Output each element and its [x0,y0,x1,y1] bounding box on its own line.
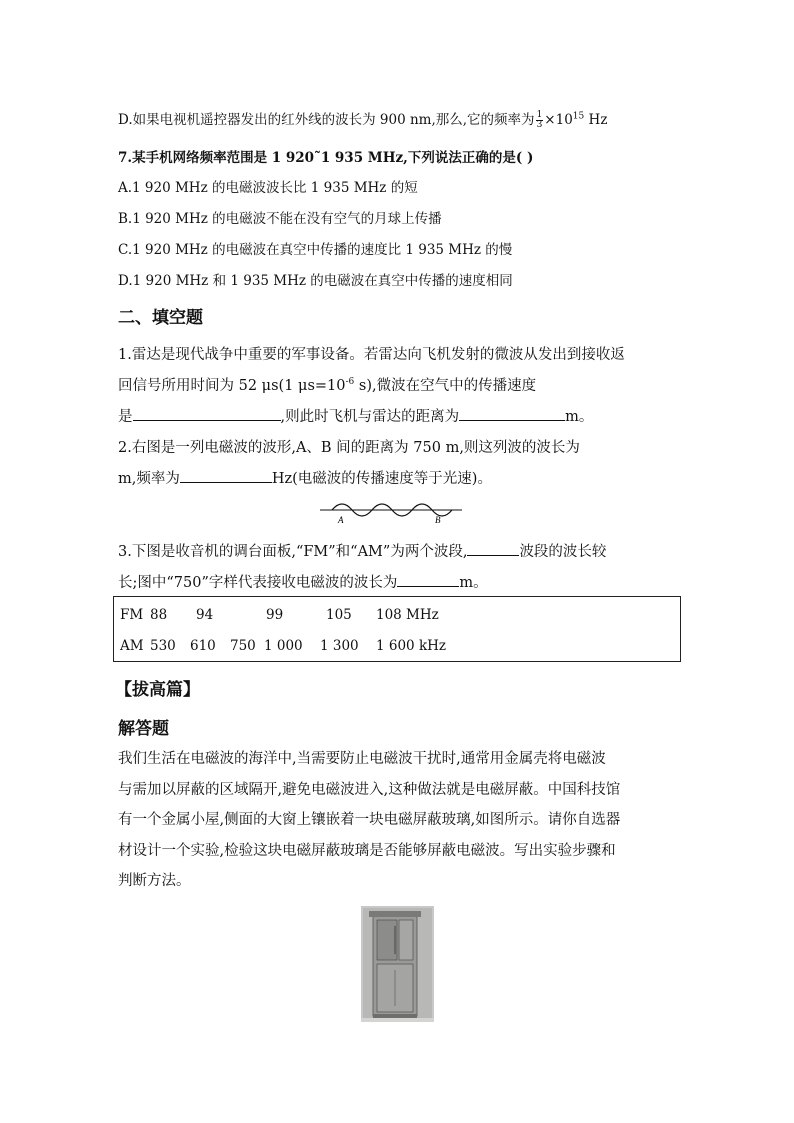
answer-blank[interactable] [133,406,281,421]
radio-tuning-panel [113,596,681,662]
fill-blank-heading: 二、填空题 [118,308,203,328]
answer-blank[interactable] [467,541,519,556]
metal-cabinet-photo [361,906,434,1022]
fraction: $\frac{1}{3}$ [536,110,543,130]
wave-figure [318,496,464,526]
q7-stem: 7.某手机网络频率范围是 1 920˜1 935 MHz,下列说法正确的是( ) [118,150,534,166]
fill-q1-line1: 1.雷达是现代战争中重要的军事设备。若雷达向飞机发射的微波从发出到接收返 [118,347,625,363]
fill-q1-line3: 是 ,则此时飞机与雷达的距离为 m。 [118,405,593,426]
wave-label-b: B [435,515,441,525]
paragraph-line: 判断方法。 [118,873,191,889]
q6-option-d: D.如果电视机遥控器发出的红外线的波长为 900 nm,那么,它的频率为 $\frac{1}{3}$ $\times 10^{15}$ Hz [118,110,608,130]
fill-q2-line1: 2.右图是一列电磁波的波形,A、B 间的距离为 750 m,则这列波的波长为 [118,440,580,456]
q7-option-c: C.1 920 MHz 的电磁波在真空中传播的速度比 1 935 MHz 的慢 [118,242,513,258]
paragraph-line: 材设计一个实验,检验这块电磁屏蔽玻璃是否能够屏蔽电磁波。写出实验步骤和 [118,842,616,859]
answer-question-paragraph [118,744,678,897]
fill-q3-line2: 长;图中“750”字样代表接收电磁波的波长为 m。 [118,571,488,592]
q7-option-d: D.1 920 MHz 和 1 935 MHz 的电磁波在真空中传播的速度相同 [118,273,513,289]
fm-row: FM 88 94 99 105 108 MHz [120,607,439,623]
advanced-section-title: 【拔高篇】 [115,680,200,700]
answer-blank[interactable] [397,572,459,587]
am-row: AM 530 610 750 1 000 1 300 1 600 kHz [120,638,447,654]
q7-option-b: B.1 920 MHz 的电磁波不能在没有空气的月球上传播 [118,211,442,227]
fill-q3-line1: 3.下图是收音机的调台面板,“FM”和“AM”为两个波段, 波段的波长较 [118,540,606,561]
paragraph-line: 有一个金属小屋,侧面的大窗上镶嵌着一块电磁屏蔽玻璃,如图所示。请你自选器 [118,812,621,828]
fill-q1-line2: 回信号所用时间为 52 μs(1 $\mu s=10^{-6}$ s),微波在空气中的传播速度 [118,377,537,394]
paragraph-line: 与需加以屏蔽的区域隔开,避免电磁波进入,这种做法就是电磁屏蔽。中国科技馆 [118,781,621,798]
q7-option-a: A.1 920 MHz 的电磁波波长比 1 935 MHz 的短 [118,180,418,196]
q6-option-d-text: D.如果电视机遥控器发出的红外线的波长为 900 nm,那么,它的频率为 [118,112,535,128]
answer-question-title: 解答题 [118,719,169,739]
answer-blank[interactable] [459,406,565,421]
wave-label-a: A [338,515,344,525]
paragraph-line: 我们生活在电磁波的海洋中,当需要防止电磁波干扰时,通常用金属壳将电磁波 [118,751,606,767]
answer-blank[interactable] [180,468,272,483]
fill-q2-line2: m,频率为 Hz(电磁波的传播速度等于光速)。 [118,467,492,488]
